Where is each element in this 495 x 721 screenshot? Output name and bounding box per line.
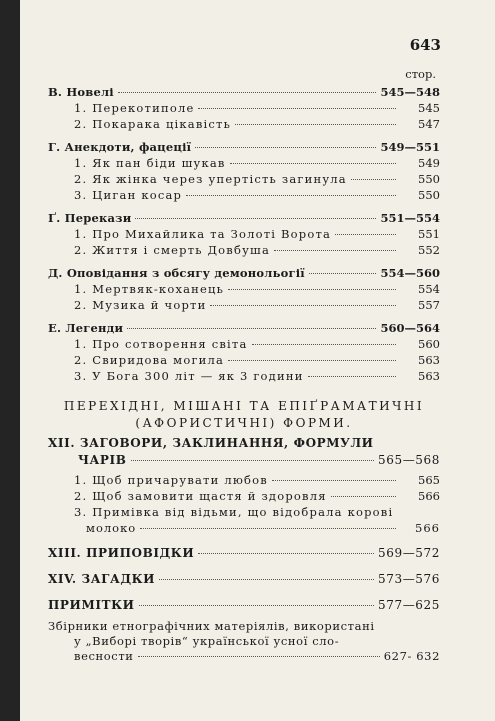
item-page: 550	[418, 188, 440, 202]
leader-dots	[331, 496, 396, 497]
chapter-pages: 573—576	[377, 572, 440, 586]
section-pages: 549—551	[380, 140, 440, 154]
sources-line3	[48, 649, 440, 664]
section-title: В. Новелі	[48, 85, 114, 99]
leader-dots	[235, 124, 396, 125]
item-title: 1. Про сотворення світа	[74, 337, 248, 351]
leader-dots	[252, 344, 396, 345]
scan-border	[0, 0, 20, 721]
section-pages: 545—548	[380, 85, 440, 99]
chapter-xiv[interactable]	[48, 571, 440, 587]
leader-dots	[131, 460, 374, 461]
leader-dots	[127, 328, 376, 329]
section-title: Ґ. Перекази	[48, 211, 132, 225]
toc-item[interactable]	[48, 504, 440, 520]
notes-section[interactable]	[48, 597, 440, 613]
leader-dots	[308, 376, 396, 377]
toc-item[interactable]	[48, 297, 440, 313]
toc-item[interactable]	[48, 488, 440, 504]
item-title: 1. Щоб причарувати любов	[74, 473, 268, 487]
toc-item-continued[interactable]	[48, 520, 440, 536]
leader-dots	[210, 305, 396, 306]
toc-item[interactable]	[48, 116, 440, 132]
toc-item[interactable]	[48, 336, 440, 352]
leader-dots	[159, 579, 374, 580]
page-number: 643	[409, 36, 441, 54]
sources-line2: у „Виборі творів“ української усної сло-	[74, 634, 340, 648]
leader-dots	[140, 528, 396, 529]
notes-pages: 577—625	[377, 598, 440, 612]
item-title: 3. Примівка від відьми, що відобрала корові	[74, 505, 394, 519]
leader-dots	[335, 234, 396, 235]
item-title-continued: молоко	[86, 521, 137, 535]
toc-section[interactable]	[48, 84, 440, 100]
section-title: Д. Оповідання з обсягу демонольогії	[48, 266, 305, 280]
item-page: 566	[415, 521, 440, 535]
leader-dots	[272, 480, 396, 481]
item-title: 3. У Бога 300 літ — як 3 години	[74, 369, 304, 383]
chapter-title-continued: ЧАРІВ	[78, 453, 127, 467]
sources-line3-text: весности	[74, 649, 134, 663]
toc-section[interactable]	[48, 139, 440, 155]
leader-dots	[228, 360, 396, 361]
leader-dots	[138, 656, 380, 657]
leader-dots	[195, 147, 376, 148]
toc-item[interactable]	[48, 155, 440, 171]
leader-dots	[139, 605, 374, 606]
item-page: 566	[418, 489, 440, 503]
section-pages: 551—554	[380, 211, 440, 225]
item-page: 563	[418, 369, 440, 383]
toc-item[interactable]	[48, 242, 440, 258]
chapter-title: ХІІІ. ПРИПОВІДКИ	[48, 546, 195, 560]
item-page: 547	[418, 117, 440, 131]
item-page: 557	[418, 298, 440, 312]
toc-item[interactable]	[48, 226, 440, 242]
section-pages: 560—564	[380, 321, 440, 335]
column-header: стор.	[405, 67, 436, 81]
item-page: 565	[418, 473, 440, 487]
toc-section[interactable]	[48, 320, 440, 336]
item-page: 551	[418, 227, 440, 241]
item-page: 563	[418, 353, 440, 367]
leader-dots	[118, 92, 377, 93]
item-page: 549	[418, 156, 440, 170]
chapter-pages: 565—568	[377, 453, 440, 467]
leader-dots	[135, 218, 376, 219]
toc-section[interactable]	[48, 265, 440, 281]
sources-line1: Збірники етнографічних матеріялів, використані	[48, 619, 375, 633]
toc-item[interactable]	[48, 368, 440, 384]
item-title: 2. Покарака цікавість	[74, 117, 232, 131]
leader-dots	[309, 273, 377, 274]
item-page: 560	[418, 337, 440, 351]
item-page: 552	[418, 243, 440, 257]
notes-title: ПРИМІТКИ	[48, 598, 135, 612]
item-title: 2. Як жінка через упертість загинула	[74, 172, 347, 186]
toc-section[interactable]	[48, 210, 440, 226]
item-title: 3. Циган косар	[74, 188, 183, 202]
item-page: 545	[418, 101, 440, 115]
item-title: 2. Музика й чорти	[74, 298, 207, 312]
chapter-pages: 569—572	[377, 546, 440, 560]
leader-dots	[186, 195, 396, 196]
toc-item[interactable]	[48, 187, 440, 203]
item-title: 1. Мертвяк-коханець	[74, 282, 225, 296]
chapter-xiii[interactable]	[48, 545, 440, 561]
sources-entry[interactable]	[48, 619, 440, 664]
item-title: 1. Перекотиполе	[74, 101, 195, 115]
transitional-heading-line2: (АФОРИСТИЧНІ) ФОРМИ.	[135, 416, 353, 430]
chapter-xii-title[interactable]: ХІІ. ЗАГОВОРИ, ЗАКЛИНАННЯ, ФОРМУЛИ	[48, 436, 374, 450]
item-title: 2. Свиридова могила	[74, 353, 225, 367]
leader-dots	[198, 553, 374, 554]
item-title: 1. Як пан біди шукав	[74, 156, 226, 170]
table-of-contents	[48, 66, 440, 664]
section-title: Е. Легенди	[48, 321, 124, 335]
leader-dots	[198, 108, 396, 109]
leader-dots	[274, 250, 396, 251]
section-title: Г. Анекдоти, фацеції	[48, 140, 192, 154]
item-page: 554	[418, 282, 440, 296]
leader-dots	[228, 289, 396, 290]
item-title: 2. Щоб замовити щастя й здоровля	[74, 489, 327, 503]
section-pages: 554—560	[380, 266, 440, 280]
chapter-xii[interactable]	[48, 452, 440, 468]
item-title: 1. Про Михайлика та Золоті Ворота	[74, 227, 332, 241]
toc-item[interactable]	[48, 171, 440, 187]
toc-item[interactable]	[48, 100, 440, 116]
toc-item[interactable]	[48, 352, 440, 368]
item-page: 550	[418, 172, 440, 186]
sources-pages: 627- 632	[383, 649, 440, 663]
toc-item[interactable]	[48, 472, 440, 488]
item-title: 2. Життя і смерть Довбуша	[74, 243, 270, 257]
transitional-heading-line1: ПЕРЕХІДНІ, МІШАНІ ТА ЕПІҐРАМАТИЧНІ	[63, 399, 425, 413]
leader-dots	[351, 179, 396, 180]
leader-dots	[230, 163, 396, 164]
toc-item[interactable]	[48, 281, 440, 297]
chapter-title: XIV. ЗАГАДКИ	[48, 572, 156, 586]
